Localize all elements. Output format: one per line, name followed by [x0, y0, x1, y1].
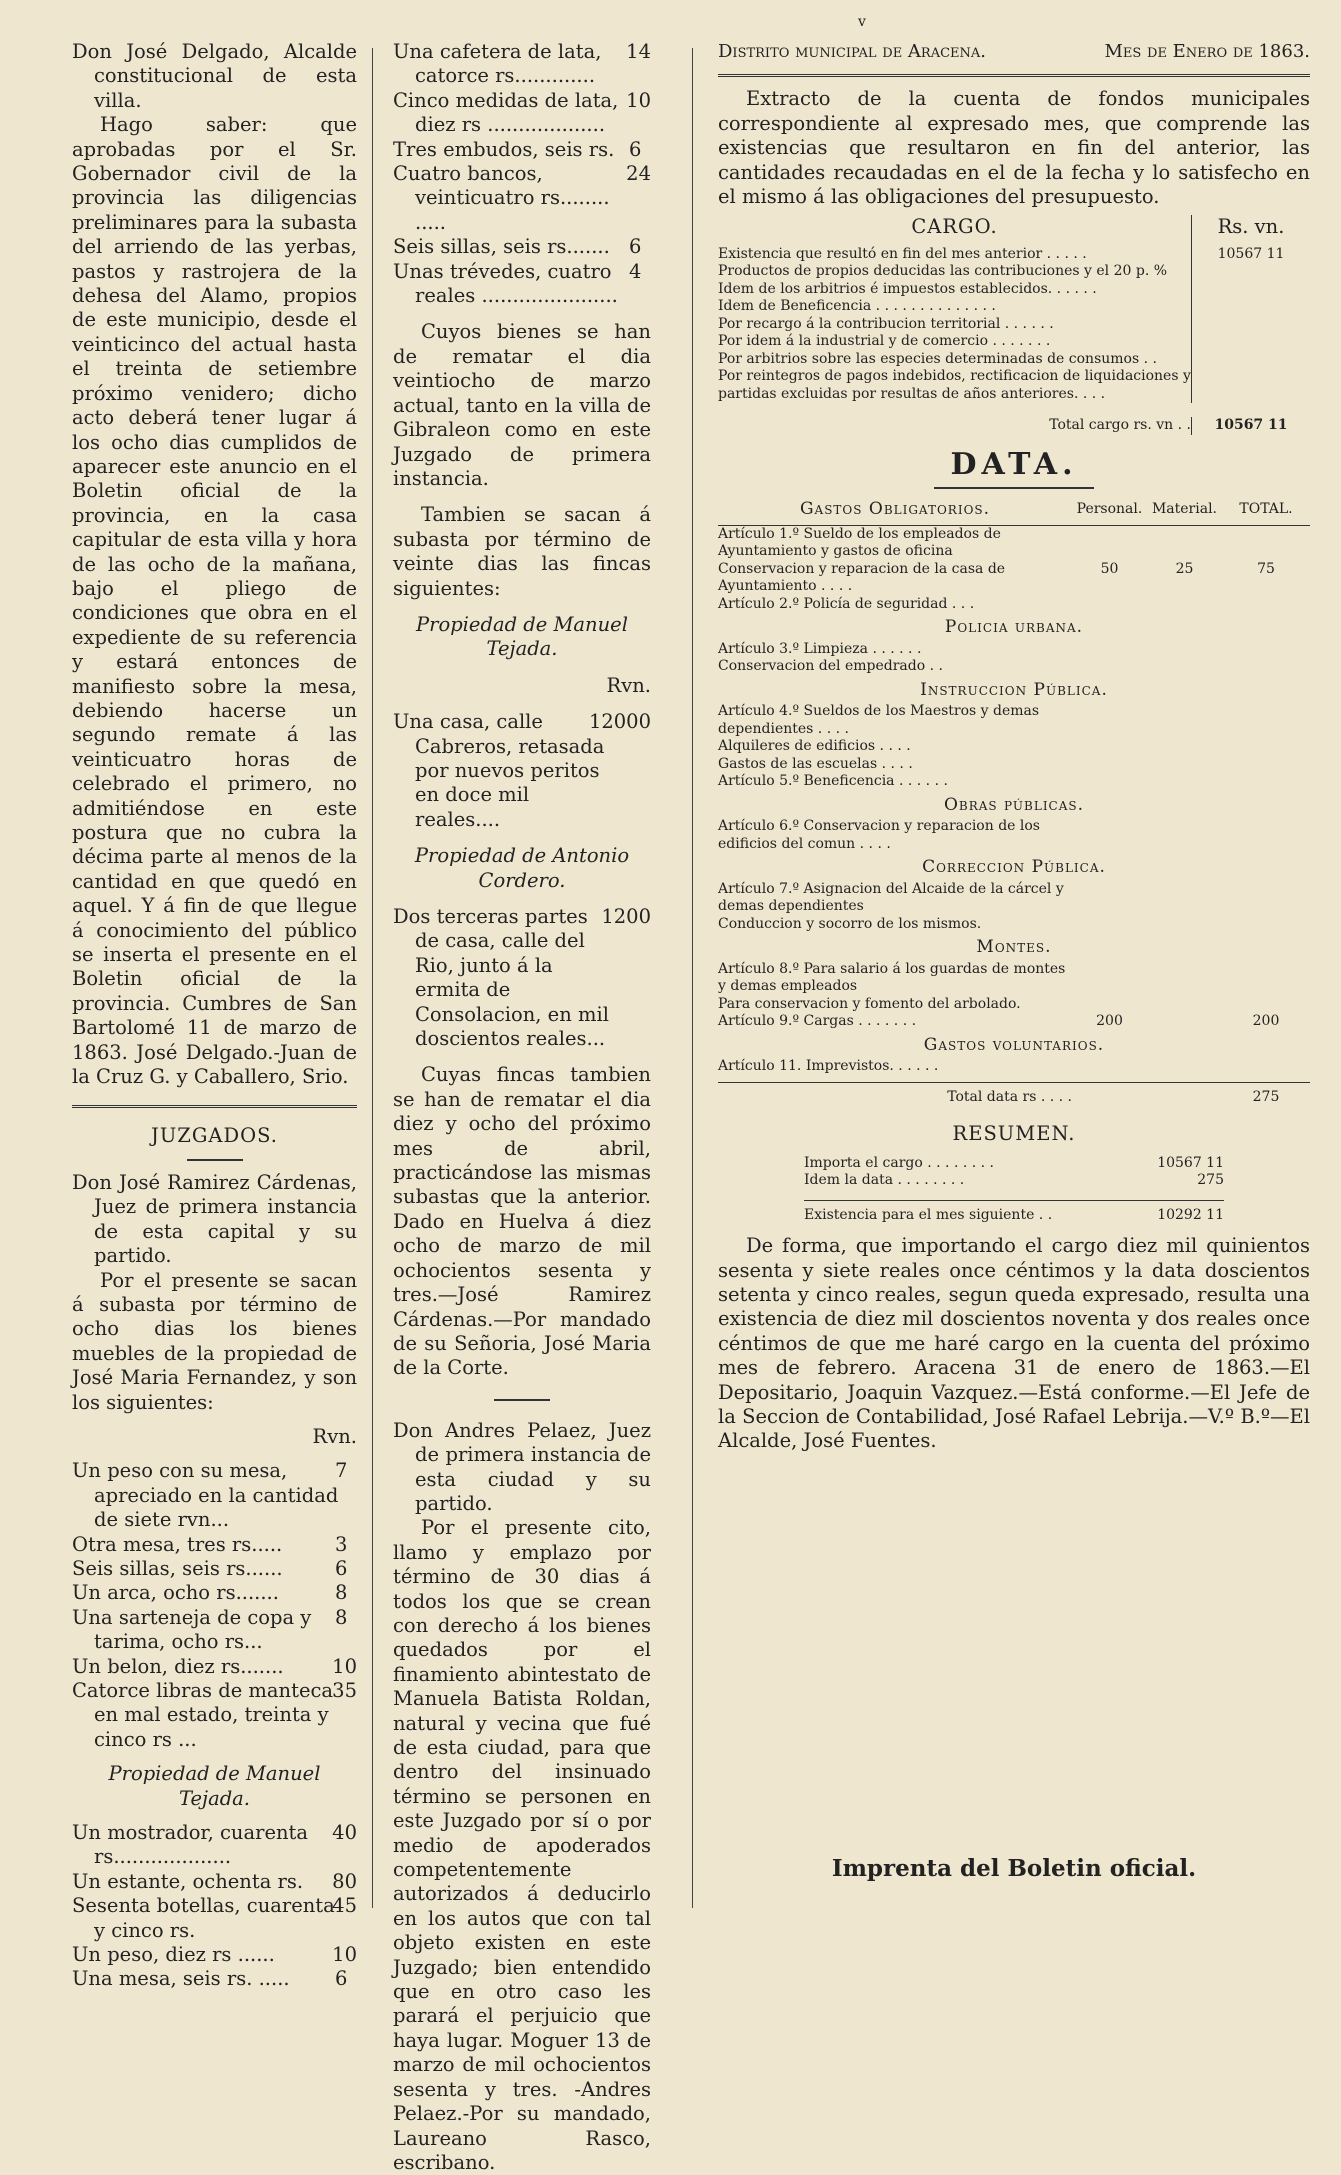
data-row-personal	[1072, 526, 1147, 561]
cargo-row	[718, 246, 1310, 264]
cargo-row-value	[1191, 263, 1310, 281]
item-value: 6	[629, 235, 642, 259]
column-divider-2	[692, 48, 693, 1908]
item-value: 3	[335, 1532, 348, 1556]
district-label: Distrito municipal de Aracena.	[718, 41, 987, 62]
data-row-material: 25	[1175, 560, 1194, 577]
item-label: Una mesa, seis rs. .....	[72, 1967, 290, 1991]
closing-paragraph: De forma, que importando el cargo diez mil quinientos sesenta y siete reales once céntimos y la data doscientos setenta y cinco reales, segun queda expresado, resulta una existencia de diez mil doscientos noventa y dos reales once céntimos de que me haré cargo en la cuenta del próximo mes de febrero. Aracena 31 de enero de 1863.—El Depositario, Joaquin Vazquez.—Está conforme.—El Jefe de la Seccion de Contabilidad, José Rafael Lebrija.—V.º B.º—El Alcalde, José Fuentes.	[718, 1234, 1310, 1453]
divider	[72, 1105, 357, 1108]
item-list-1	[72, 1459, 357, 1752]
month-label: Mes de Enero de 1863.	[1104, 41, 1310, 62]
data-row-personal	[1072, 738, 1147, 756]
cargo-total-value: 10567 11	[1191, 417, 1310, 435]
item-label: Una cafetera de lata, catorce rs.............	[393, 40, 602, 88]
list-item	[72, 1894, 357, 1943]
data-row-label: Conservacion del empedrado . .	[718, 658, 943, 675]
divider	[718, 74, 1310, 77]
item-label: Un belon, diez rs.......	[72, 1654, 284, 1678]
cargo-row	[718, 263, 1310, 281]
item-label: Un peso, diez rs ......	[72, 1943, 275, 1967]
data-table	[718, 526, 1310, 1076]
item-value: 35	[332, 1679, 357, 1702]
finca-2-value: 1200	[601, 905, 651, 928]
cargo-row-label: Existencia que resultó en fin del mes anterior . . . . .	[718, 245, 1087, 262]
data-row	[718, 526, 1310, 561]
item-value: 6	[629, 137, 642, 161]
item-label: Unas trévedes, cuatro reales ......................	[393, 259, 618, 308]
section-heading: Obras públicas.	[943, 794, 1085, 815]
section-title-juzgados: JUZGADOS.	[151, 1124, 278, 1148]
finca-1	[393, 710, 651, 832]
cargo-row	[718, 316, 1310, 334]
notice-1-heading: Don José Delgado, Alcalde constitucional de esta villa.	[72, 40, 357, 112]
item-label: Seis sillas, seis rs......	[72, 1556, 283, 1580]
data-row-total	[1222, 773, 1310, 791]
data-row-total	[1222, 996, 1310, 1014]
data-row-material	[1147, 1058, 1222, 1076]
data-row-label: Alquileres de edificios . . . .	[718, 738, 911, 755]
divider	[187, 1159, 243, 1161]
paragraph-dado: Cuyas fincas tambien se han de rematar el dia diez y ocho del próximo mes de abril, practicándose las mismas subastas que la anterior. Dado en Huelva á diez ocho de marzo de mil ochocientos sesenta y tres.—José Ramirez Cárdenas.—Por mandado de su Señoria, José Maria de la Corte.	[393, 1063, 651, 1380]
data-row	[718, 658, 1310, 676]
data-row-label: Artículo 7.º Asignacion del Alcaide de la cárcel y demas dependientes	[718, 880, 1064, 915]
data-table-header	[718, 501, 1310, 526]
data-row-personal	[1072, 961, 1147, 996]
cargo-row	[718, 298, 1310, 316]
data-title: DATA.	[950, 446, 1078, 482]
list-item	[393, 89, 651, 138]
notice-3-heading: Don Andres Pelaez, Juez de primera instancia de esta ciudad y su partido.	[393, 1418, 651, 1515]
item-label: Un peso con su mesa, apreciado en la cantidad de siete rvn...	[72, 1459, 339, 1532]
report-header	[718, 40, 1310, 64]
data-row-label: Artículo 2.º Policía de seguridad . . .	[718, 595, 975, 612]
item-label: Otra mesa, tres rs.....	[72, 1532, 283, 1556]
cargo-section	[718, 215, 1310, 245]
data-row-personal	[1072, 658, 1147, 676]
item-value: 24	[626, 162, 651, 186]
list-item	[72, 1557, 357, 1581]
data-row-label: Para conservacion y fomento del arbolado.	[718, 995, 1021, 1012]
data-row-total	[1222, 738, 1310, 756]
data-row-label: Artículo 4.º Sueldos de los Maestros y demas dependientes . . . .	[718, 703, 1040, 737]
list-item	[72, 1606, 357, 1655]
data-row-material	[1147, 961, 1222, 996]
list-item	[804, 1155, 1224, 1173]
list-item	[393, 260, 651, 309]
cargo-row-value	[1191, 298, 1310, 316]
owner-label-2: Propiedad de Antonio Cordero.	[414, 844, 630, 892]
data-row	[718, 756, 1310, 774]
item-value: 8	[335, 1605, 348, 1629]
data-row-label: Artículo 5.º Beneficencia . . . . . .	[718, 773, 948, 790]
col-total: TOTAL.	[1239, 501, 1293, 518]
list-item	[393, 162, 651, 235]
data-row	[718, 596, 1310, 614]
item-value: 40	[332, 1821, 357, 1845]
section-heading: Gastos voluntarios.	[923, 1034, 1105, 1055]
item-value: 14	[626, 40, 651, 63]
data-row-total	[1222, 641, 1310, 659]
list-item	[393, 40, 651, 89]
data-row-personal	[1072, 996, 1147, 1014]
cargo-row-label: Idem de Beneficencia . . . . . . . . . . . . . .	[718, 298, 996, 315]
data-row-label: Artículo 8.º Para salario á los guardas de montes y demas empleados	[718, 960, 1066, 995]
data-row-material	[1147, 996, 1222, 1014]
item-value: 275	[1197, 1172, 1224, 1189]
list-item	[72, 1655, 357, 1679]
cargo-row-value	[1191, 316, 1310, 334]
data-row	[718, 738, 1310, 756]
item-label: Seis sillas, seis rs.......	[393, 235, 610, 259]
data-row	[718, 916, 1310, 934]
item-label: Sesenta botellas, cuarenta y cinco rs.	[72, 1894, 335, 1942]
item-label: Un estante, ochenta rs.	[72, 1869, 304, 1893]
item-value: 6	[335, 1556, 348, 1580]
item-label: Un arca, ocho rs.......	[72, 1581, 279, 1605]
data-row-personal	[1072, 881, 1147, 916]
cargo-row-label: Por arbitrios sobre las especies determinadas de consumos . .	[718, 350, 1157, 367]
cargo-total-label: Total cargo rs. vn . .	[1049, 417, 1191, 434]
data-row-total: 75	[1257, 560, 1275, 577]
item-label: Catorce libras de manteca en mal estado, treinta y cinco rs ...	[72, 1679, 334, 1751]
cargo-row-value	[1191, 368, 1310, 403]
data-row-personal: 200	[1096, 1013, 1123, 1030]
item-value: 10	[626, 88, 651, 112]
col-material: Material.	[1151, 501, 1218, 518]
divider	[494, 1399, 550, 1401]
list-item	[72, 1533, 357, 1557]
data-row-material	[1147, 641, 1222, 659]
data-row-total	[1222, 596, 1310, 614]
notice-2-heading: Don José Ramirez Cárdenas, Juez de primera instancia de esta capital y su partido.	[72, 1170, 357, 1268]
data-row-label: Artículo 3.º Limpieza . . . . . .	[718, 640, 922, 657]
unit-label: Rvn.	[606, 673, 651, 697]
item-value: 80	[332, 1869, 357, 1893]
cargo-row-label: Idem de los arbitrios é impuestos establecidos. . . . . .	[718, 280, 1097, 297]
data-row-material	[1147, 738, 1222, 756]
data-row-personal	[1072, 756, 1147, 774]
data-row-label: Conservacion y reparacion de la casa de Ayuntamiento . . . .	[718, 560, 1006, 595]
item-label: Cuatro bancos, veinticuatro rs........ .....	[393, 162, 610, 234]
cargo-row	[718, 351, 1310, 369]
data-row	[718, 561, 1310, 596]
unit-label: Rvn.	[312, 1424, 357, 1448]
data-total-value: 275	[1252, 1088, 1280, 1105]
data-row-label: Gastos de las escuelas . . . .	[718, 755, 913, 772]
cargo-title: CARGO.	[911, 215, 998, 239]
list-item	[72, 1967, 357, 1991]
item-list-2	[72, 1821, 357, 1992]
data-row-material	[1147, 756, 1222, 774]
printer-imprint: Imprenta del Boletin oficial.	[831, 1855, 1197, 1882]
item-value: 10	[332, 1654, 357, 1678]
data-total	[718, 1082, 1310, 1107]
item-label: Tres embudos, seis rs.	[393, 137, 615, 161]
data-row-total	[1222, 703, 1310, 738]
list-item	[72, 1943, 357, 1967]
item-value: 8	[335, 1581, 348, 1605]
cargo-row-value	[1191, 333, 1310, 351]
column-3	[718, 40, 1310, 1454]
list-item	[393, 138, 651, 162]
item-value: 10567 11	[1157, 1154, 1224, 1171]
item-value: 7	[335, 1459, 348, 1483]
column-divider-1	[372, 48, 373, 1908]
item-label: Cinco medidas de lata, diez rs ...................	[393, 88, 619, 137]
data-row-material	[1147, 916, 1222, 934]
data-row-personal	[1072, 818, 1147, 853]
data-row	[718, 1013, 1310, 1031]
notice-1-body: Hago saber: que aprobadas por el Sr. Gobernador civil de la provincia las diligencias preliminares para la subasta del arriendo de las yerbas, pastos y rastrojera de la dehesa del Alamo, propios de este municipio, desde el veinticinco del actual hasta el treinta de setiembre próximo venidero; dicho acto deberá tener lugar á los ocho dias cumplidos de aparecer este anuncio en el Boletin oficial de la provincia, en la casa capitular de esta villa y hora de las ocho de la mañana, bajo el pliego de condiciones que obra en el expediente de su referencia y estará entonces de manifiesto sobre la mesa, debiendo hacerse un segundo remate á las veinticuatro horas de celebrado el primero, no admitiéndose en este postura que no cubra la décima parte al menos de la cantidad en que quedó en aquel. Y á fin de que llegue á conocimiento del público se inserta el presente en el Boletin oficial de la provincia. Cumbres de San Bartolomé 11 de marzo de 1863. José Delgado.-Juan de la Cruz G. y Caballero, Srio.	[72, 113, 357, 1089]
data-row-total	[1222, 916, 1310, 934]
list-item	[72, 1581, 357, 1605]
owner-label-1: Propiedad de Manuel Tejada.	[416, 612, 628, 661]
cargo-row	[718, 333, 1310, 351]
data-row-personal	[1072, 916, 1147, 934]
data-row-personal	[1072, 703, 1147, 738]
cargo-row	[718, 281, 1310, 299]
data-row-personal: 50	[1100, 560, 1119, 577]
finca-1-label: Una casa, calle Cabreros, retasada por nuevos peritos en doce mil reales....	[393, 710, 605, 831]
cargo-unit: Rs. vn.	[1191, 215, 1310, 245]
report-intro: Extracto de la cuenta de fondos municipales correspondiente al expresado mes, que comprende las existencias que resultaron en fin del anterior, las cantidades recaudadas en el de la fecha y lo satisfecho en el mismo á las obligaciones del presupuesto.	[718, 87, 1310, 209]
paragraph-fincas: Tambien se sacan á subasta por término de veinte dias las fincas siguientes:	[393, 503, 651, 600]
data-row-personal	[1072, 773, 1147, 791]
data-row-personal	[1072, 1058, 1147, 1076]
list-item	[72, 1870, 357, 1894]
finca-2	[393, 905, 651, 1051]
list-item	[72, 1821, 357, 1870]
item-label: Una sarteneja de copa y tarima, ocho rs...	[72, 1605, 312, 1654]
list-item	[72, 1679, 357, 1752]
column-2	[393, 40, 651, 2175]
list-item	[72, 1459, 357, 1532]
cargo-total	[718, 417, 1310, 435]
cargo-row-label: Por idem á la industrial y de comercio . . . . . . .	[718, 333, 1051, 350]
item-list-3	[393, 40, 651, 308]
item-label: Un mostrador, cuarenta rs...................	[72, 1821, 308, 1869]
section-heading: Policia urbana.	[944, 617, 1084, 638]
data-row	[718, 703, 1310, 738]
data-row-material	[1147, 526, 1222, 561]
data-row-material	[1147, 818, 1222, 853]
item-value: 6	[335, 1967, 348, 1991]
data-row-label: Artículo 6.º Conservacion y reparacion de los edificios del comun . . . .	[718, 818, 1040, 852]
resumen-title: RESUMEN.	[952, 1122, 1076, 1146]
cargo-row	[718, 368, 1310, 403]
paragraph-remate: Cuyos bienes se han de rematar el dia veintiocho de marzo actual, tanto en la villa de Gibraleon como en este Juzgado de primera instancia.	[393, 320, 651, 490]
data-row-total	[1222, 818, 1310, 853]
notice-3-body: Por el presente cito, llamo y emplazo por término de 30 dias á todos los que se crean con derecho á los bienes quedados por el finamiento abintestato de Manuela Batista Roldan, natural y vecina que fué de esta ciudad, para que dentro del insinuado término se personen en este Juzgado por sí o por medio de apoderados competentemente autorizados á deducirlo en los autos que con tal objeto existen en este Juzgado; bien entendido que en otro caso les parará el perjuicio que haya lugar. Moguer 13 de marzo de mil ochocientos sesenta y tres. -Andres Pelaez.-Por su mandado, Laureano Rasco, escribano.	[393, 1516, 651, 2174]
data-row-label: Artículo 9.º Cargas . . . . . . .	[718, 1013, 917, 1030]
section-heading: Montes.	[976, 937, 1052, 958]
existencia-row	[804, 1200, 1224, 1225]
item-label: Importa el cargo . . . . . . . .	[804, 1154, 994, 1171]
existencia-label: Existencia para el mes siguiente . .	[804, 1206, 1053, 1223]
data-row-personal	[1072, 596, 1147, 614]
data-row-material	[1147, 1013, 1222, 1031]
item-value: 10	[332, 1943, 357, 1967]
data-row-label: Artículo 1.º Sueldo de los empleados de Ayuntamiento y gastos de oficina	[718, 525, 1001, 560]
data-row-total	[1222, 658, 1310, 676]
data-row-total	[1222, 881, 1310, 916]
data-row	[718, 1058, 1310, 1076]
data-total-label: Total data rs . . . .	[947, 1088, 1072, 1105]
cargo-row-value	[1191, 281, 1310, 299]
resumen-table	[804, 1155, 1224, 1190]
section-heading: Instruccion Pública.	[920, 679, 1108, 700]
data-row	[718, 881, 1310, 916]
section-heading: Correccion Pública.	[922, 857, 1106, 878]
data-row-total	[1222, 756, 1310, 774]
cargo-table	[718, 246, 1310, 404]
data-row-label: Conduccion y socorro de los mismos.	[718, 915, 982, 932]
item-label: Idem la data . . . . . . . .	[804, 1172, 965, 1189]
notice-2-body: Por el presente se sacan á subasta por término de ocho dias los bienes muebles de la propiedad de José Maria Fernandez, y son los siguientes:	[72, 1268, 357, 1414]
data-row-total: 200	[1252, 1013, 1280, 1030]
data-row-material	[1147, 596, 1222, 614]
data-row	[718, 641, 1310, 659]
data-row	[718, 773, 1310, 791]
data-row	[718, 961, 1310, 996]
data-row-label: Artículo 11. Imprevistos. . . . . .	[718, 1058, 939, 1075]
col-personal: Personal.	[1076, 501, 1143, 518]
data-row	[718, 996, 1310, 1014]
owner-label: Propiedad de Manuel Tejada.	[108, 1762, 321, 1810]
data-row-total	[1222, 961, 1310, 996]
data-row-total	[1222, 1058, 1310, 1076]
page-number: v	[858, 14, 866, 30]
divider	[934, 487, 1094, 489]
data-row-material	[1147, 881, 1222, 916]
cargo-row-value	[1191, 351, 1310, 369]
cargo-row-label: Productos de propios deducidas las contribuciones y el 20 p. %	[718, 263, 1168, 280]
cargo-row-label: Por reintegros de pagos indebidos, rectificacion de liquidaciones y partidas excluidas por resultas de años anteriores. . . .	[718, 368, 1191, 402]
data-row	[718, 818, 1310, 853]
data-row-personal	[1072, 641, 1147, 659]
gastos-obligatorios-title: Gastos Obligatorios.	[799, 499, 991, 520]
data-row-material	[1147, 703, 1222, 738]
cargo-row-label: Por recargo á la contribucion territorial . . . . . .	[718, 315, 1054, 332]
existencia-value: 10292 11	[1157, 1206, 1224, 1223]
list-item	[393, 235, 651, 259]
data-row-material	[1147, 658, 1222, 676]
data-row-total	[1222, 526, 1310, 561]
finca-2-label: Dos terceras partes de casa, calle del Rio, junto á la ermita de Consolacion, en mil doscientos reales...	[393, 905, 609, 1051]
data-row-material	[1147, 773, 1222, 791]
column-1	[72, 40, 357, 1992]
list-item	[804, 1172, 1224, 1190]
cargo-row-value: 10567 11	[1191, 246, 1310, 264]
item-value: 45	[332, 1894, 357, 1918]
item-value: 4	[629, 259, 642, 283]
finca-1-value: 12000	[588, 710, 651, 734]
